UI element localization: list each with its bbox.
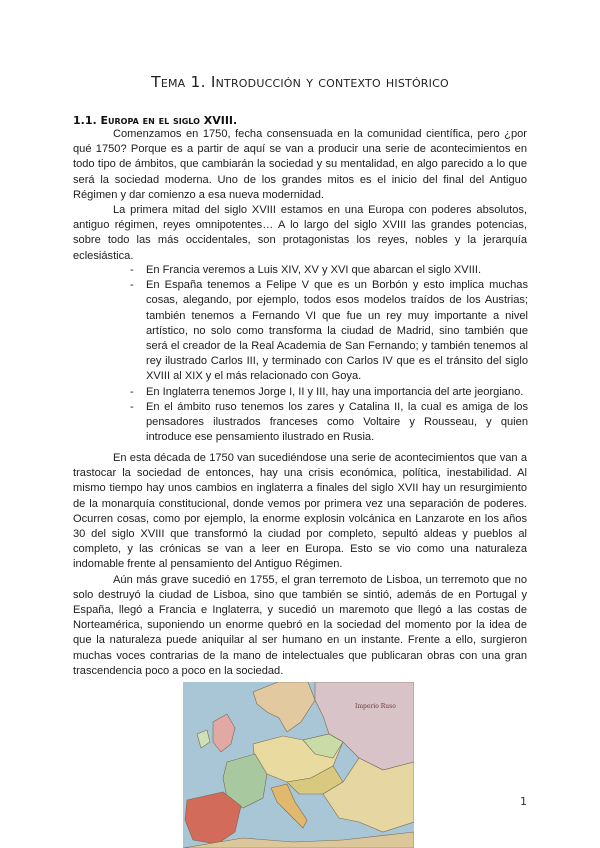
page-title: Tema 1. Introducción y contexto histórico xyxy=(151,73,449,91)
page-number: 1 xyxy=(520,795,527,808)
map-label: Imperio Ruso xyxy=(355,703,396,710)
list-item: - En Inglaterra tenemos Jorge I, II y III, hay una importancia del arte jeorgiano. xyxy=(130,385,528,400)
bullet-list xyxy=(130,263,528,445)
body-text-top xyxy=(73,127,527,264)
paragraph: Comenzamos en 1750, fecha consensuada en la comunidad científica, pero ¿por qué 1750? Porque es a partir de aquí se van a producir una serie de acontecimientos en todo tipo de ámbitos, que cambiarán la sociedad y su mentalidad, en algo parecido a lo que será la sociedad moderna. Uno de los grandes mitos es el inicio del final del Antiguo Régimen y dar comienzo a esa nueva modernidad. xyxy=(73,128,527,201)
europe-map-image xyxy=(183,682,414,848)
list-item: - En Francia veremos a Luis XIV, XV y XVI que abarcan el siglo XVIII. xyxy=(130,263,528,278)
list-item: - En el ámbito ruso tenemos los zares y Catalina II, la cual es amiga de los pensadores ilustrados franceses como Voltaire y Rousseau, y quien introduce ese pensamiento ilustrado en Rusia. xyxy=(130,400,528,446)
map-svg xyxy=(183,682,414,848)
paragraph: En esta década de 1750 van sucediéndose una serie de acontecimientos que van a trastocar la sociedad de entonces, hay una crisis económica, política, inestabilidad. Al mismo tiempo hay unos cambios en inglaterra a finales del siglo XVII hay un resurgimiento de la monarquía constitucional, donde vemos por primera vez una separación de poderes. Ocurren cosas, como por ejemplo, la enorme explosin volcánica en Lanzarote en los años 30 del siglo XVIII que transformó la ciudad por completo, sepultó aldeas y pueblos al completo, y las crónicas se van a leer en Europa. Esto se vio como una naturaleza indomable frente al pensamiento del Antiguo Régimen. xyxy=(73,452,527,571)
body-text-bottom xyxy=(73,451,527,679)
section-heading: 1.1. Europa en el siglo XVIII. xyxy=(73,114,238,127)
list-item: - En España tenemos a Felipe V que es un Borbón y esto implica muchas cosas, alegando, por ejemplo, todos esos modelos traídos de los Austrias; también tenemos a Fernando VI que fue un rey muy importante a nivel artístico, no solo como transforma la ciudad de Madrid, sino también que será el creador de la Real Academia de San Fernando; y también tenemos al rey ilustrado Carlos III, y terminado con Carlos IV que es el tránsito del siglo XVIII al XIX y el más relacionado con Goya. xyxy=(130,278,528,384)
paragraph: Aún más grave sucedió en 1755, el gran terremoto de Lisboa, un terremoto que no solo destruyó la ciudad de Lisboa, sino que también se sintió, además de en Portugal y España, llegó a Francia e Inglaterra, y sucedió un maremoto que llegó a las costas de Norteamérica, suponiendo un enorme quebró en la sociedad del momento por la idea de que la naturaleza puede aniquilar al ser humano en un instante. Frente a ello, surgieron muchas voces contrarias de la mano de intelectuales que publicaran obras con una gran trascendencia poco a poco en la sociedad. xyxy=(73,573,527,677)
paragraph: La primera mitad del siglo XVIII estamos en una Europa con poderes absolutos, antiguo régimen, reyes omnipotentes… A lo largo del siglo XVIII las grandes potencias, sobre todo las más occidentales, son protagonistas los reyes, nobles y la jerarquía eclesiástica. xyxy=(73,204,527,262)
